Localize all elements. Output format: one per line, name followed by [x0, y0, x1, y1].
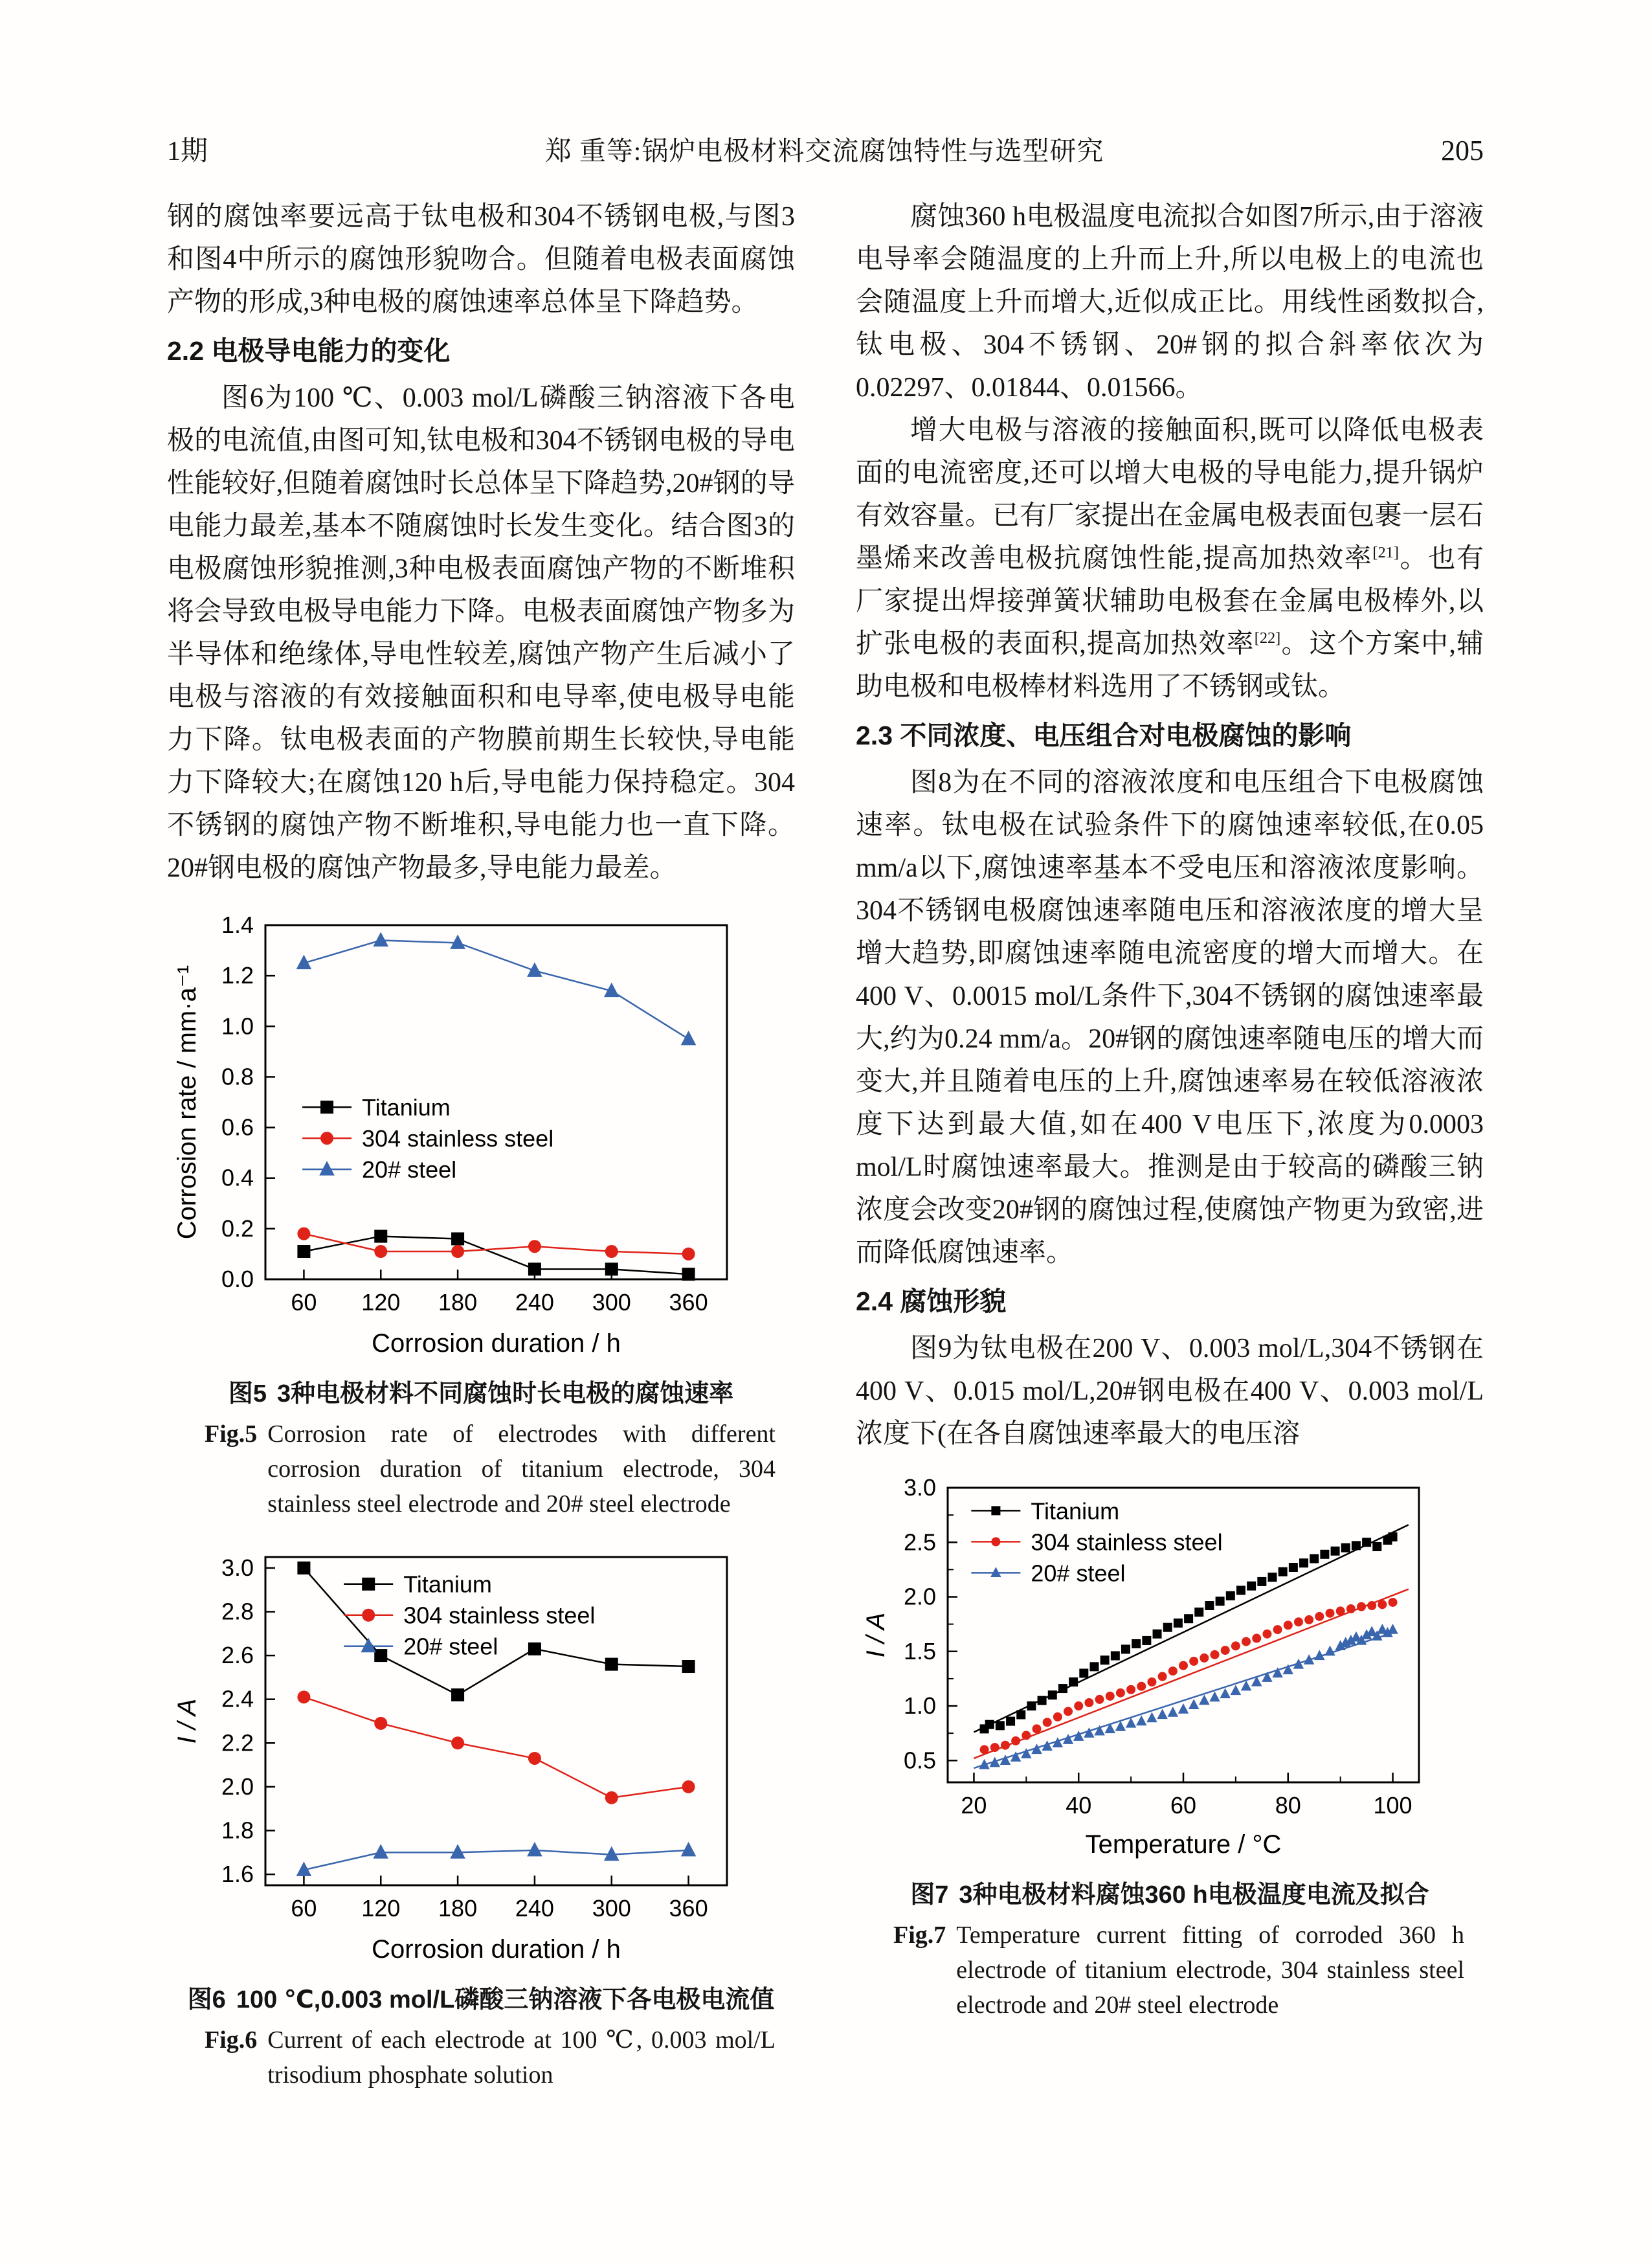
svg-text:240: 240 — [515, 1895, 554, 1922]
svg-text:304 stainless steel: 304 stainless steel — [403, 1602, 596, 1629]
svg-text:2.8: 2.8 — [221, 1598, 254, 1625]
fig5-caption-en-text: Corrosion rate of electrodes with different corrosion duration of titanium electrode, 304 stainless steel electrode and 20# steel electrode — [267, 1420, 776, 1518]
svg-text:1.8: 1.8 — [221, 1817, 254, 1844]
svg-text:0.4: 0.4 — [221, 1164, 254, 1191]
svg-text:120: 120 — [361, 1289, 401, 1316]
svg-text:2.0: 2.0 — [221, 1773, 254, 1800]
svg-text:180: 180 — [438, 1895, 478, 1922]
svg-text:3.0: 3.0 — [903, 1475, 936, 1501]
paragraph-morphology: 图9为钛电极在200 V、0.003 mol/L,304不锈钢在400 V、0.015 mol/L,20#钢电极在400 V、0.003 mol/L浓度下(在各自腐蚀速率最大的电压溶 — [856, 1334, 1484, 1449]
reference-22: [22] — [1254, 629, 1281, 647]
svg-text:360: 360 — [669, 1289, 708, 1316]
page-header — [167, 129, 1484, 168]
fig5-caption-zh-text: 3种电极材料不同腐蚀时长电极的腐蚀速率 — [277, 1380, 734, 1407]
svg-text:Temperature / °C: Temperature / °C — [1085, 1830, 1282, 1859]
figure-7 — [856, 1475, 1484, 2023]
svg-text:0.5: 0.5 — [903, 1747, 936, 1774]
fig5-caption-en — [205, 1417, 776, 1521]
fig6-caption-zh-text: 100 ℃,0.003 mol/L磷酸三钠溶液下各电极电流值 — [236, 1986, 775, 2013]
paragraph-conductivity: 图6为100 ℃、0.003 mol/L磷酸三钠溶液下各电极的电流值,由图可知,钛电极和304不锈钢电极的导电性能较好,但随着腐蚀时长总体呈下降趋势,20#钢的导电能力最差,基本不随腐蚀时长发生变化。结合图3的电极腐蚀形貌推测,3种电极表面腐蚀产物的不断堆积将会导致电极导电能力下降。电极表面腐蚀产物多为半导体和绝缘体,导电性较差,腐蚀产物产生后减小了电极与溶液的有效接触面积和电导率,使电极导电能力下降。钛电极表面的产物膜前期生长较快,导电能力下降较大;在腐蚀120 h后,导电能力保持稳定。304不锈钢的腐蚀产物不断堆积,导电能力也一直下降。20#钢电极的腐蚀产物最多,导电能力最差。 — [167, 383, 795, 883]
svg-text:1.2: 1.2 — [221, 962, 254, 989]
svg-text:360: 360 — [669, 1895, 708, 1922]
fig7-caption-en-text: Temperature current fitting of corroded 360 h electrode of titanium electrode, 304 stainless steel electrode and 20# steel electrode — [956, 1922, 1464, 2019]
svg-text:80: 80 — [1275, 1792, 1301, 1819]
fig6-caption-en — [205, 2023, 776, 2092]
fig6-current-chart — [167, 1541, 795, 1968]
paragraph-contact-area-text-b: 。也有厂家提出焊接弹簧状辅助电极套在金属电极棒外,以扩张电极的表面积,提高加热效率 — [856, 544, 1484, 659]
svg-text:Corrosion duration / h: Corrosion duration / h — [372, 1329, 621, 1358]
svg-text:Titanium: Titanium — [403, 1571, 492, 1598]
fig7-caption-en — [893, 1918, 1464, 2023]
svg-text:2.5: 2.5 — [903, 1529, 936, 1556]
svg-text:2.6: 2.6 — [221, 1642, 254, 1669]
svg-text:304 stainless steel: 304 stainless steel — [1031, 1529, 1223, 1556]
svg-text:2.4: 2.4 — [221, 1685, 254, 1712]
svg-text:2.2: 2.2 — [221, 1729, 254, 1756]
fig5-corrosion-rate-chart — [167, 909, 795, 1362]
fig7-caption-zh — [856, 1879, 1484, 1911]
paragraph-continuation: 钢的腐蚀率要远高于钛电极和304不锈钢电极,与图3和图4中所示的腐蚀形貌吻合。但随着电极表面腐蚀产物的形成,3种电极的腐蚀速率总体呈下降趋势。 — [167, 202, 795, 317]
figure-5 — [167, 909, 795, 1521]
svg-text:0.8: 0.8 — [221, 1063, 254, 1090]
fig7-caption-zh-text: 3种电极材料腐蚀360 h电极温度电流及拟合 — [959, 1881, 1429, 1909]
svg-text:300: 300 — [592, 1895, 631, 1922]
section-heading-2-4: 2.4 腐蚀形貌 — [856, 1286, 1007, 1316]
svg-text:I / A: I / A — [862, 1612, 890, 1658]
fig6-caption-en-label: Fig.6 — [205, 2026, 258, 2054]
running-title: 郑 重等:锅炉电极材料交流腐蚀特性与选型研究 — [544, 136, 1104, 166]
svg-text:60: 60 — [291, 1289, 317, 1316]
svg-text:Titanium: Titanium — [362, 1094, 451, 1121]
paragraph-contact-area-text-c: 。这个方案中,辅助电极和电极棒材料选用了不锈钢或钛。 — [856, 629, 1484, 702]
svg-text:20: 20 — [961, 1792, 987, 1819]
fig7-caption-en-label: Fig.7 — [893, 1922, 946, 1949]
fig6-caption-zh-label: 图6 — [187, 1986, 226, 2013]
fig5-caption-en-label: Fig.5 — [205, 1420, 258, 1448]
svg-text:1.0: 1.0 — [221, 1013, 254, 1040]
svg-text:60: 60 — [291, 1895, 317, 1922]
page-number: 205 — [1441, 135, 1484, 166]
svg-text:1.0: 1.0 — [903, 1692, 936, 1720]
svg-text:180: 180 — [438, 1289, 478, 1316]
svg-text:0.2: 0.2 — [221, 1215, 254, 1242]
svg-text:0.0: 0.0 — [221, 1266, 254, 1292]
svg-text:0.6: 0.6 — [221, 1114, 254, 1141]
paragraph-contact-area — [856, 409, 1484, 708]
left-column — [167, 196, 795, 2112]
svg-text:1.6: 1.6 — [221, 1861, 254, 1888]
right-column — [856, 196, 1484, 2112]
svg-text:20# steel: 20# steel — [1031, 1560, 1126, 1587]
paragraph-fitting: 腐蚀360 h电极温度电流拟合如图7所示,由于溶液电导率会随温度的上升而上升,所以电极上的电流也会随温度上升而增大,近似成正比。用线性函数拟合,钛电极、304不锈钢、20#钢的拟合斜率依次为0.02297、0.01844、0.01566。 — [856, 202, 1484, 403]
svg-text:100: 100 — [1373, 1792, 1412, 1819]
svg-text:20# steel: 20# steel — [403, 1633, 498, 1660]
reference-21: [21] — [1372, 544, 1399, 561]
svg-text:I / A: I / A — [173, 1698, 201, 1744]
svg-text:Corrosion duration / h: Corrosion duration / h — [372, 1935, 621, 1964]
fig7-temperature-current-chart — [856, 1475, 1484, 1863]
section-heading-2-2: 2.2 电极导电能力的变化 — [167, 336, 451, 366]
svg-text:1.4: 1.4 — [221, 912, 254, 938]
fig5-caption — [167, 1378, 795, 1521]
svg-text:Titanium: Titanium — [1031, 1497, 1120, 1525]
fig5-caption-zh — [167, 1378, 795, 1410]
fig7-caption — [856, 1879, 1484, 2023]
svg-text:300: 300 — [592, 1289, 631, 1316]
journal-issue: 1期 — [167, 137, 208, 166]
fig5-caption-zh-label: 图5 — [228, 1380, 267, 1407]
svg-text:240: 240 — [515, 1289, 554, 1316]
svg-text:120: 120 — [361, 1895, 401, 1922]
svg-text:40: 40 — [1066, 1792, 1092, 1819]
svg-text:304 stainless steel: 304 stainless steel — [362, 1125, 554, 1152]
fig6-caption-en-text: Current of each electrode at 100 ℃, 0.003 mol/L trisodium phosphate solution — [267, 2026, 776, 2089]
svg-text:60: 60 — [1170, 1792, 1197, 1819]
section-heading-2-3: 2.3 不同浓度、电压组合对电极腐蚀的影响 — [856, 721, 1352, 750]
svg-text:20# steel: 20# steel — [362, 1156, 457, 1183]
paragraph-contact-area-text-a: 增大电极与溶液的接触面积,既可以降低电极表面的电流密度,还可以增大电极的导电能力,提升锅炉有效容量。已有厂家提出在金属电极表面包裹一层石墨烯来改善电极抗腐蚀性能,提高加热效率 — [856, 416, 1484, 574]
figure-6 — [167, 1541, 795, 2092]
fig6-caption-zh — [167, 1984, 795, 2016]
svg-text:1.5: 1.5 — [903, 1637, 936, 1664]
fig7-caption-zh-label: 图7 — [910, 1881, 949, 1909]
svg-text:Corrosion rate / mm·a⁻¹: Corrosion rate / mm·a⁻¹ — [173, 965, 201, 1240]
two-column-body — [167, 196, 1484, 2112]
paragraph-concentration-voltage: 图8为在不同的溶液浓度和电压组合下电极腐蚀速率。钛电极在试验条件下的腐蚀速率较低,在0.05 mm/a以下,腐蚀速率基本不受电压和溶液浓度影响。304不锈钢电极腐蚀速率随电压和溶液浓度的增大呈增大趋势,即腐蚀速率随电流密度的增大而增大。在400 V、0.0015 mol/L条件下,304不锈钢的腐蚀速率最大,约为0.24 mm/a。20#钢的腐蚀速率随电压的增大而变大,并且随着电压的上升,腐蚀速率易在较低溶液浓度下达到最大值,如在400 V电压下,浓度为0.0003 mol/L时腐蚀速率最大。推测是由于较高的磷酸三钠浓度会改变20#钢的腐蚀过程,使腐蚀产物更为致密,进而降低腐蚀速率。 — [856, 768, 1484, 1268]
fig6-caption — [167, 1984, 795, 2092]
svg-text:3.0: 3.0 — [221, 1554, 254, 1581]
svg-text:2.0: 2.0 — [903, 1583, 936, 1610]
